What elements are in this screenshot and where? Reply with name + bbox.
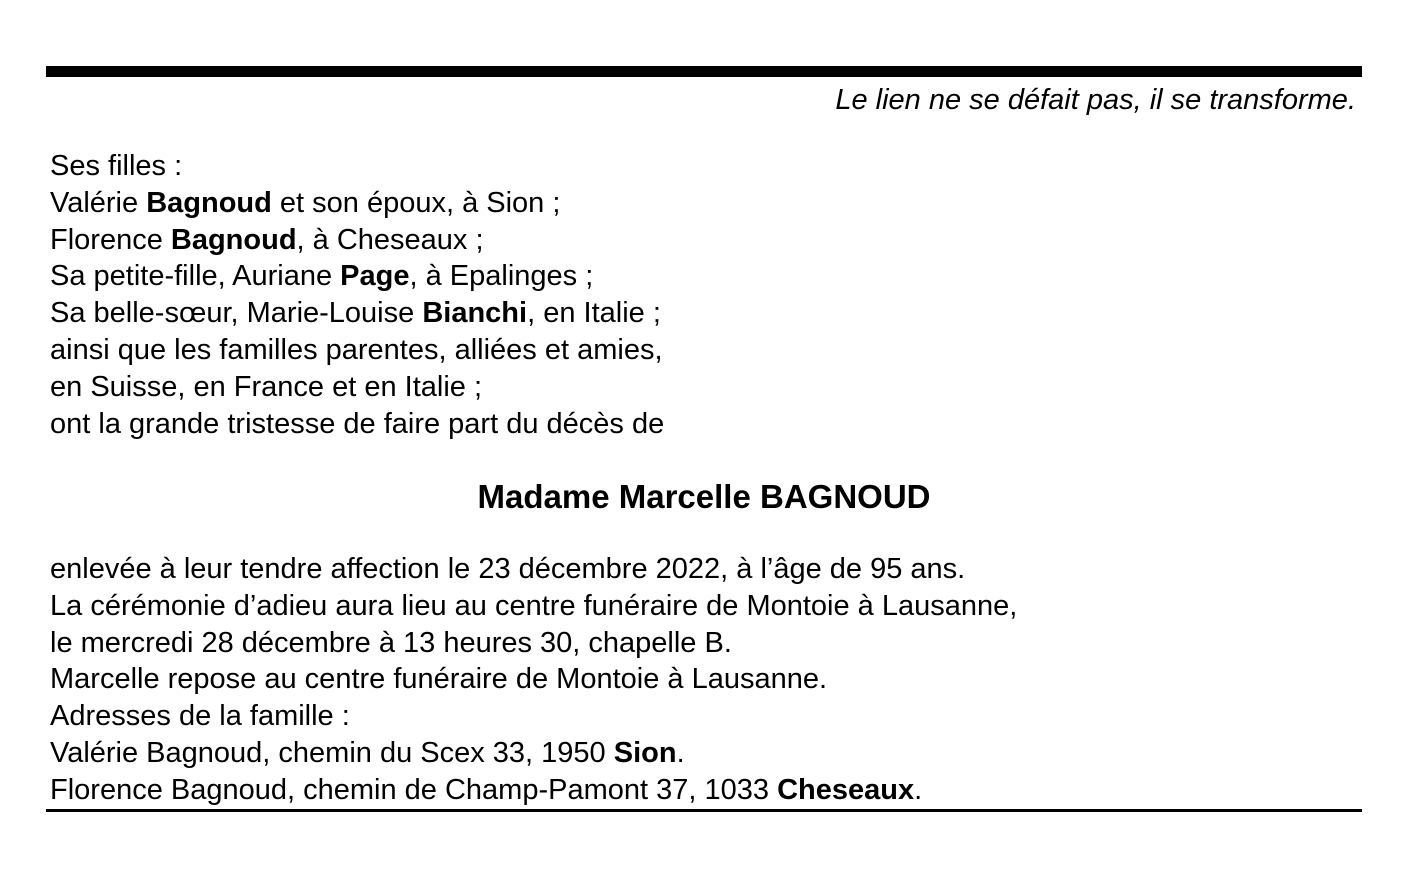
line-rest: , à Cheseaux ;: [296, 223, 484, 256]
family-line-daughter-1: [50, 185, 664, 222]
surname: Bagnoud: [170, 223, 297, 256]
line-rest: et son époux, à Sion ;: [271, 186, 561, 219]
family-intro: Ses filles :: [50, 150, 183, 182]
family-block: [50, 148, 664, 442]
details-ceremony-time: le mercredi 28 décembre à 13 heures 30, chapelle B.: [50, 626, 732, 659]
family-line-daughter-2: [50, 222, 664, 259]
address-city: Cheseaux: [777, 773, 915, 806]
surname: Bagnoud: [146, 186, 272, 219]
family-line-relatives: ainsi que les familles parentes, alliées et amies,: [50, 333, 663, 366]
family-line-granddaughter: [50, 258, 664, 295]
family-line-countries: en Suisse, en France et en Italie ;: [50, 370, 483, 403]
details-death-date: enlevée à leur tendre affection le 23 décembre 2022, à l’âge de 95 ans.: [50, 553, 966, 585]
surname: Bianchi: [422, 297, 528, 330]
family-line-announcement: ont la grande tristesse de faire part du décès de: [50, 407, 665, 440]
surname: Page: [340, 260, 410, 293]
line-rest: , à Epalinges ;: [409, 260, 594, 293]
top-rule: [46, 66, 1362, 77]
address-end: .: [914, 773, 923, 806]
deceased-name: Madame Marcelle BAGNOUD: [477, 478, 931, 515]
address-end: .: [676, 736, 685, 769]
details-ceremony: La cérémonie d’adieu aura lieu au centre funéraire de Montoie à Lausanne,: [50, 589, 1018, 622]
first-name: Florence: [50, 223, 171, 256]
line-rest: , en Italie ;: [527, 297, 661, 330]
address-city: Sion: [613, 736, 677, 769]
first-name: Sa belle-sœur, Marie-Louise: [50, 297, 423, 330]
details-address-1: [50, 735, 1017, 772]
family-line-sister-in-law: [50, 295, 664, 332]
details-block: [50, 551, 1017, 809]
details-addresses-heading: Adresses de la famille :: [50, 700, 350, 733]
first-name: Valérie: [50, 186, 147, 219]
motto: Le lien ne se défait pas, il se transforme.: [835, 84, 1356, 116]
bottom-rule: [46, 809, 1362, 812]
first-name: Sa petite-fille, Auriane: [50, 260, 341, 293]
address-text: Valérie Bagnoud, chemin du Scex 33, 1950: [50, 736, 614, 769]
details-rest-place: Marcelle repose au centre funéraire de Montoie à Lausanne.: [50, 663, 828, 696]
details-address-2: [50, 772, 1017, 809]
address-text: Florence Bagnoud, chemin de Champ-Pamont 37, 1033: [50, 773, 778, 806]
